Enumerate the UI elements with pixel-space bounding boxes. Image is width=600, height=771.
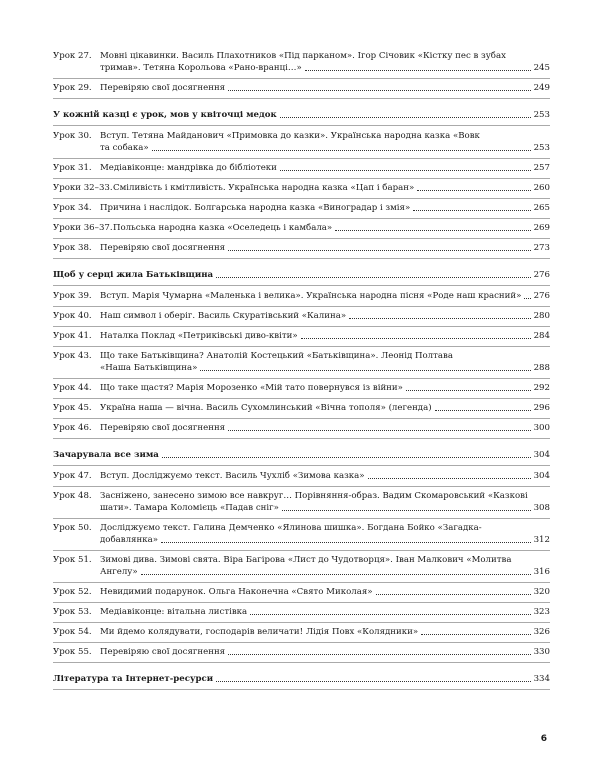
page-ref: 326: [533, 627, 550, 637]
page-ref: 249: [533, 83, 550, 93]
page-ref: 330: [533, 647, 550, 657]
section-heading-winter: [53, 449, 550, 466]
lesson-title: [100, 202, 550, 214]
section-page: 253: [533, 110, 550, 120]
page-ref: 253: [533, 143, 550, 153]
toc-entry: [53, 182, 550, 199]
toc-entry: [53, 554, 550, 583]
dot-leader: [376, 593, 531, 595]
page-ref: 284: [533, 331, 550, 341]
lesson-title-line: Перевіряю свої досягнення: [100, 243, 226, 253]
dot-leader: [421, 633, 530, 635]
lesson-label: Урок 48.: [53, 491, 92, 501]
lesson-title: [100, 626, 550, 638]
toc-entry: [53, 470, 550, 487]
page-ref: 308: [533, 503, 550, 513]
page-ref: 304: [533, 471, 550, 481]
toc-group-d: [53, 470, 550, 663]
dot-leader: [524, 297, 530, 299]
section-heading-fairy-tales: [53, 109, 550, 126]
lesson-title: [100, 82, 550, 94]
lesson-label: Урок 30.: [53, 131, 92, 141]
toc-entry: [53, 350, 550, 379]
lesson-title-line: Наш символ і оберіг. Василь Скуратівський «Калина»: [100, 311, 347, 321]
lesson-title-last-line: [100, 646, 550, 658]
lesson-label: Урок 45.: [53, 403, 92, 413]
section-title: У кожній казці є урок, мов у квіточці медок: [53, 110, 277, 120]
lesson-title-last-line: [100, 470, 550, 482]
lesson-title-last-line: [100, 422, 550, 434]
lesson-title: [100, 402, 550, 414]
dot-leader: [280, 169, 531, 171]
toc-entry: [53, 382, 550, 399]
lesson-title-last-line: [100, 82, 550, 94]
toc-entry: [53, 490, 550, 519]
page-ref: 257: [533, 163, 550, 173]
dot-leader: [228, 429, 531, 431]
lesson-label: Урок 41.: [53, 331, 92, 341]
lesson-title-line: Що таке Батьківщина? Анатолій Костецький «Батьківщина». Леонід Полтава: [100, 351, 453, 361]
lesson-title: [100, 310, 550, 322]
section-title: Зачарувала все зима: [53, 450, 159, 460]
lesson-label: Урок 47.: [53, 471, 92, 481]
toc-entry: [53, 330, 550, 347]
lesson-label: Урок 54.: [53, 627, 92, 637]
dot-leader: [228, 653, 531, 655]
page-ref: 323: [533, 607, 550, 617]
lesson-title-last-line: [100, 162, 550, 174]
page-ref: 320: [533, 587, 550, 597]
lesson-title-last-line: [100, 402, 550, 414]
dot-leader: [162, 456, 531, 458]
lesson-title-line: Сміливість і кмітливість. Українська народна казка «Цап і баран»: [113, 183, 415, 193]
lesson-title: [113, 182, 550, 194]
lesson-title-last-line: [100, 330, 550, 342]
section-page: 304: [533, 450, 550, 460]
dot-leader: [368, 477, 531, 479]
lesson-title-line: Ми йдемо колядувати, господарів величати! Лідія Повх «Колядники»: [100, 627, 419, 637]
dot-leader: [228, 249, 531, 251]
lesson-title-line: Невидимий подарунок. Ольга Наконечна «Свято Миколая»: [100, 587, 373, 597]
lesson-label: Уроки 32–33.: [53, 183, 113, 193]
lesson-title: [100, 242, 550, 254]
dot-leader: [141, 573, 531, 575]
lesson-title: [100, 554, 550, 578]
lesson-title-last-line: [100, 566, 550, 578]
dot-leader: [280, 116, 531, 118]
page-ref: 296: [533, 403, 550, 413]
lesson-title-line: добавлянка»: [100, 535, 158, 545]
section-heading-homeland: [53, 269, 550, 286]
lesson-title-last-line: [100, 310, 550, 322]
lesson-title: [100, 606, 550, 618]
toc-entry: [53, 646, 550, 663]
dot-leader: [228, 89, 531, 91]
page-ref: 260: [533, 183, 550, 193]
lesson-label: Урок 46.: [53, 423, 92, 433]
dot-leader: [216, 680, 530, 682]
lesson-title-last-line: [100, 502, 550, 514]
lesson-label: Урок 44.: [53, 383, 92, 393]
lesson-title-line: Досліджуємо текст. Галина Демченко «Ялинова шишка». Богдана Бойко «Загадка-: [100, 523, 482, 533]
page-ref: 292: [533, 383, 550, 393]
lesson-title-line: шати». Тамара Коломієць «Падав сніг»: [100, 503, 279, 513]
lesson-title-line: Перевіряю свої досягнення: [100, 647, 226, 657]
lesson-title-line: Вступ. Тетяна Майданович «Примовка до казки». Українська народна казка «Вовк: [100, 131, 480, 141]
lesson-label: Урок 34.: [53, 203, 92, 213]
table-of-contents: [53, 50, 550, 694]
toc-entry: [53, 202, 550, 219]
toc-entry: [53, 130, 550, 159]
page-ref: 312: [533, 535, 550, 545]
lesson-title: [100, 50, 550, 74]
dot-leader: [301, 337, 531, 339]
lesson-title: [100, 646, 550, 658]
toc-group-a: [53, 50, 550, 99]
dot-leader: [216, 276, 531, 278]
lesson-title-line: «Наша Батьківщина»: [100, 363, 198, 373]
lesson-title-line: Польська народна казка «Оселедець і камбала»: [113, 223, 333, 233]
lesson-title-line: Вступ. Марія Чумарна «Маленька і велика». Українська народна пісня «Роде наш красний»: [100, 291, 522, 301]
lesson-label: Урок 53.: [53, 607, 92, 617]
lesson-label: Урок 52.: [53, 587, 92, 597]
lesson-title-line: тримав». Тетяна Корольова «Рано-вранці…»: [100, 63, 302, 73]
lesson-title-line: Перевіряю свої досягнення: [100, 83, 226, 93]
lesson-label: Урок 51.: [53, 555, 92, 565]
toc-entry: [53, 162, 550, 179]
toc-entry: [53, 82, 550, 99]
lesson-title-line: Перевіряю свої досягнення: [100, 423, 226, 433]
lesson-title: [100, 490, 550, 514]
toc-entry: [53, 586, 550, 603]
dot-leader: [305, 69, 531, 71]
lesson-title: [100, 130, 550, 154]
lesson-title-line: Причина і наслідок. Болгарська народна казка «Виноградар і змія»: [100, 203, 411, 213]
dot-leader: [282, 509, 531, 511]
lesson-title: [100, 586, 550, 598]
toc-entry: [53, 310, 550, 327]
lesson-title-last-line: [100, 626, 550, 638]
toc-entry: [53, 242, 550, 259]
lesson-title: [113, 222, 550, 234]
page-ref: 316: [533, 567, 550, 577]
toc-group-c: [53, 290, 550, 439]
lesson-title-last-line: [100, 382, 550, 394]
dot-leader: [406, 389, 531, 391]
lesson-label: Урок 27.: [53, 51, 92, 61]
toc-entry: [53, 606, 550, 623]
lesson-label: Урок 39.: [53, 291, 92, 301]
lesson-title-last-line: [100, 290, 550, 302]
lesson-title: [100, 350, 550, 374]
lesson-title-last-line: [100, 62, 550, 74]
dot-leader: [200, 369, 530, 371]
lesson-label: Урок 55.: [53, 647, 92, 657]
toc-entry: [53, 290, 550, 307]
lesson-label: Урок 43.: [53, 351, 92, 361]
lesson-title-line: Наталка Поклад «Петриківські диво-квіти»: [100, 331, 298, 341]
dot-leader: [161, 541, 531, 543]
toc-entry: [53, 522, 550, 551]
lesson-label: Урок 40.: [53, 311, 92, 321]
page-ref: 276: [533, 291, 550, 301]
lesson-title-line: Вступ. Досліджуємо текст. Василь Чухліб «Зимова казка»: [100, 471, 365, 481]
toc-entry: [53, 422, 550, 439]
lesson-title-line: Україна наша — вічна. Василь Сухомлинський «Вічна тополя» (легенда): [100, 403, 432, 413]
lesson-label: Урок 29.: [53, 83, 92, 93]
lesson-title: [100, 382, 550, 394]
toc-entry: [53, 50, 550, 79]
page-ref: 245: [533, 63, 550, 73]
section-title: Щоб у серці жила Батьківщина: [53, 270, 214, 280]
toc-entry: [53, 402, 550, 419]
dot-leader: [335, 229, 530, 231]
lesson-title-line: Засніжено, занесено зимою все навкруг… Порівняння-образ. Вадим Скомаровський «Казкові: [100, 491, 528, 501]
dot-leader: [413, 209, 530, 211]
lesson-title: [100, 330, 550, 342]
lesson-title: [100, 422, 550, 434]
lesson-title-line: Зимові дива. Зимові свята. Віра Багірова «Лист до Чудотворця». Іван Малкович «Молитва: [100, 555, 512, 565]
lesson-title-last-line: [100, 142, 550, 154]
page-ref: 273: [533, 243, 550, 253]
lesson-title: [100, 290, 550, 302]
dot-leader: [435, 409, 531, 411]
lesson-title: [100, 470, 550, 482]
lesson-title-line: Ангелу»: [100, 567, 138, 577]
lesson-title-last-line: [100, 586, 550, 598]
dot-leader: [152, 149, 531, 151]
toc-entry: [53, 626, 550, 643]
lesson-title-line: Мовні цікавинки. Василь Плахотников «Під парканом». Ігор Січовик «Кістку пес в зубах: [100, 51, 506, 61]
lesson-label: Уроки 36–37.: [53, 223, 113, 233]
page-ref: 300: [533, 423, 550, 433]
lesson-label: Урок 50.: [53, 523, 92, 533]
page-ref: 269: [533, 223, 550, 233]
dot-leader: [349, 317, 531, 319]
toc-entry: [53, 222, 550, 239]
lesson-title: [100, 162, 550, 174]
lesson-title-last-line: [100, 606, 550, 618]
lesson-title-line: Медіавіконце: вітальна листівка: [100, 607, 248, 617]
section-page: 276: [533, 270, 550, 280]
lesson-label: Урок 31.: [53, 163, 92, 173]
lesson-title-last-line: [113, 182, 550, 194]
section-heading-literature: [53, 673, 550, 690]
lesson-label: Урок 38.: [53, 243, 92, 253]
page-ref: 288: [533, 363, 550, 373]
lesson-title-line: Що таке щастя? Марія Морозенко «Мій тато повернувся із війни»: [100, 383, 403, 393]
page-number: 6: [540, 734, 547, 744]
lesson-title-last-line: [100, 362, 550, 374]
page-ref: 265: [533, 203, 550, 213]
section-page: 334: [533, 674, 550, 684]
dot-leader: [250, 613, 530, 615]
lesson-title-line: Медіавіконце: мандрівка до бібліотеки: [100, 163, 277, 173]
toc-group-b: [53, 130, 550, 259]
page-ref: 280: [533, 311, 550, 321]
lesson-title: [100, 522, 550, 546]
lesson-title-last-line: [100, 534, 550, 546]
lesson-title-last-line: [113, 222, 550, 234]
dot-leader: [417, 189, 530, 191]
lesson-title-line: та собака»: [100, 143, 149, 153]
section-title: Література та Інтернет-ресурси: [53, 674, 214, 684]
lesson-title-last-line: [100, 202, 550, 214]
lesson-title-last-line: [100, 242, 550, 254]
